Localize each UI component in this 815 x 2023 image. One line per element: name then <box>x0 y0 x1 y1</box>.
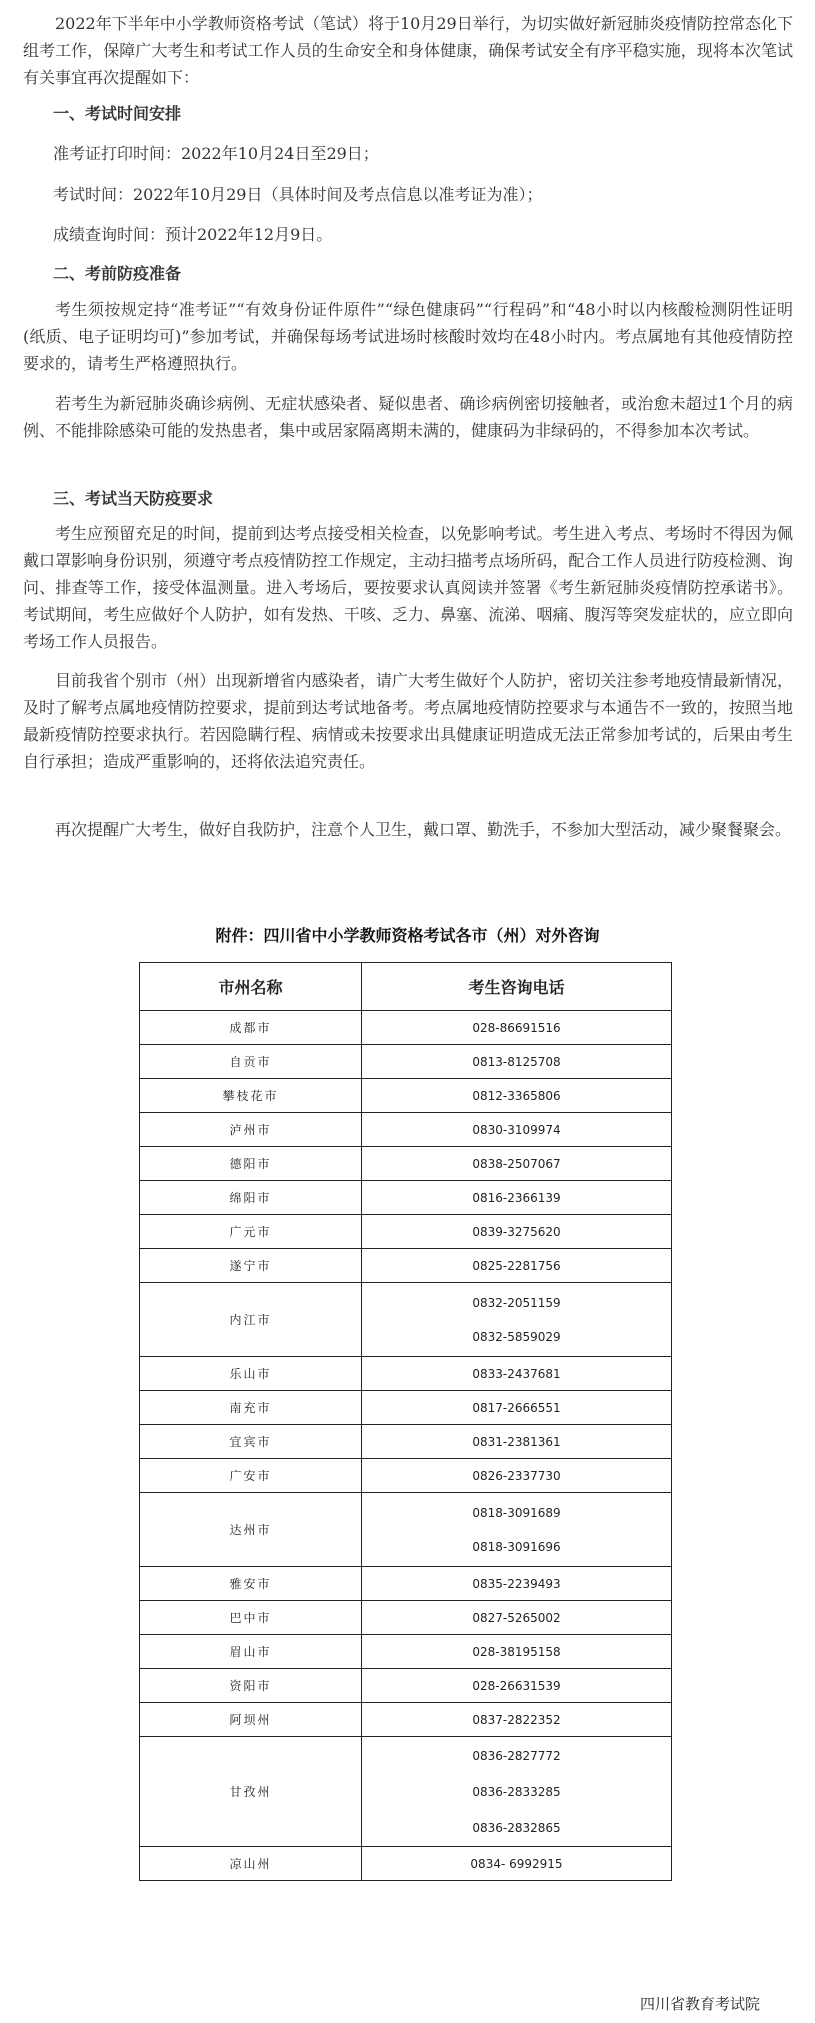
city-name: 巴中市 <box>140 1601 362 1635</box>
table-row <box>140 1601 672 1635</box>
phone-cell <box>362 1249 672 1283</box>
phone-number: 0826-2337730 <box>472 1468 561 1483</box>
table-row <box>140 1459 672 1493</box>
phone-number: 0825-2281756 <box>472 1258 561 1273</box>
city-name: 成都市 <box>140 1011 362 1045</box>
city-name: 眉山市 <box>140 1635 362 1669</box>
phone-number: 0816-2366139 <box>472 1190 561 1205</box>
preparation-paragraph-2: 若考生为新冠肺炎确诊病例、无症状感染者、疑似患者、确诊病例密切接触者，或治愈未超过1个月的病例、不能排除感染可能的发热患者，集中或居家隔离期未满的，健康码为非绿码的，不得参加本次考试。 <box>23 394 793 440</box>
table-row <box>140 1011 672 1045</box>
city-name: 遂宁市 <box>140 1249 362 1283</box>
score-query-time: 成绩查询时间：预计2022年12月9日。 <box>53 225 333 244</box>
phone-number: 0831-2381361 <box>472 1434 561 1449</box>
phone-cell <box>362 1703 672 1737</box>
phone-cell <box>362 1737 672 1847</box>
table-row <box>140 1113 672 1147</box>
phone-number: 0836-2827772 <box>472 1748 561 1763</box>
table-row <box>140 1669 672 1703</box>
exam-time: 考试时间：2022年10月29日（具体时间及考点信息以准考证为准）； <box>53 185 543 204</box>
city-name: 雅安市 <box>140 1567 362 1601</box>
table-row <box>140 1283 672 1357</box>
phone-number: 0837-2822352 <box>472 1712 561 1727</box>
phone-number: 0813-8125708 <box>472 1054 561 1069</box>
city-name: 德阳市 <box>140 1147 362 1181</box>
phone-number: 0838-2507067 <box>472 1156 561 1171</box>
phone-number: 0834- 6992915 <box>470 1856 563 1871</box>
phone-number: 0830-3109974 <box>472 1122 561 1137</box>
phone-cell <box>362 1391 672 1425</box>
table-row <box>140 1045 672 1079</box>
city-name: 乐山市 <box>140 1357 362 1391</box>
phone-number: 0812-3365806 <box>472 1088 561 1103</box>
city-name: 甘孜州 <box>140 1737 362 1847</box>
phone-cell <box>362 1493 672 1567</box>
phone-cell <box>362 1847 672 1881</box>
phone-number: 0836-2832865 <box>472 1820 561 1835</box>
contact-table <box>139 962 672 1881</box>
issuer-name: 四川省教育考试院 <box>640 1995 761 2013</box>
phone-number: 0836-2833285 <box>472 1784 561 1799</box>
table-row <box>140 1079 672 1113</box>
city-name: 阿坝州 <box>140 1703 362 1737</box>
phone-number: 0818-3091689 <box>472 1505 561 1520</box>
city-name: 攀枝花市 <box>140 1079 362 1113</box>
table-row <box>140 1249 672 1283</box>
phone-number: 0827-5265002 <box>472 1610 561 1625</box>
phone-cell <box>362 1045 672 1079</box>
phone-number: 028-38195158 <box>472 1644 561 1659</box>
phone-cell <box>362 1181 672 1215</box>
city-name: 南充市 <box>140 1391 362 1425</box>
table-row <box>140 1737 672 1847</box>
attachment-title: 附件：四川省中小学教师资格考试各市（州）对外咨询 <box>215 926 600 945</box>
phone-number: 0832-2051159 <box>472 1295 561 1310</box>
phone-cell <box>362 1601 672 1635</box>
table-row <box>140 1493 672 1567</box>
section-heading-schedule: 一、考试时间安排 <box>53 104 182 123</box>
reminder-paragraph: 再次提醒广大考生，做好自我防护，注意个人卫生，戴口罩、勤洗手，不参加大型活动，减少聚餐聚会。 <box>55 820 792 839</box>
exam-day-paragraph-2: 目前我省个别市（州）出现新增省内感染者，请广大考生做好个人防护，密切关注参考地疫情最新情况，及时了解考点属地疫情防控要求，提前到达考试地备考。考点属地疫情防控要求与本通告不一致的，按照当地最新疫情防控要求执行。若因隐瞒行程、病情或未按要求出具健康证明造成无法正常参加考试的，后果由考生自行承担；造成严重影响的，还将依法追究责任。 <box>23 671 793 771</box>
phone-cell <box>362 1635 672 1669</box>
phone-cell <box>362 1357 672 1391</box>
section-heading-exam-day: 三、考试当天防疫要求 <box>53 489 214 508</box>
header-city: 市州名称 <box>140 963 362 1011</box>
phone-cell <box>362 1669 672 1703</box>
phone-cell <box>362 1283 672 1357</box>
table-row <box>140 1847 672 1881</box>
section-heading-preparation: 二、考前防疫准备 <box>53 264 182 283</box>
intro-paragraph: 2022年下半年中小学教师资格考试（笔试）将于10月29日举行，为切实做好新冠肺炎疫情防控常态化下组考工作，保障广大考生和考试工作人员的生命安全和身体健康，确保考试安全有序平稳实施，现将本次笔试有关事宜再次提醒如下： <box>23 14 793 87</box>
table-header-row <box>140 963 672 1011</box>
phone-number: 028-26631539 <box>472 1678 561 1693</box>
city-name: 自贡市 <box>140 1045 362 1079</box>
table-row <box>140 1181 672 1215</box>
phone-cell <box>362 1113 672 1147</box>
header-phone: 考生咨询电话 <box>362 963 672 1011</box>
phone-number: 0835-2239493 <box>472 1576 561 1591</box>
phone-cell <box>362 1011 672 1045</box>
table-row <box>140 1425 672 1459</box>
city-name: 泸州市 <box>140 1113 362 1147</box>
phone-number: 0839-3275620 <box>472 1224 561 1239</box>
phone-cell <box>362 1215 672 1249</box>
exam-day-paragraph-1: 考生应预留充足的时间，提前到达考点接受相关检查，以免影响考试。考生进入考点、考场时不得因为佩戴口罩影响身份识别，须遵守考点疫情防控工作规定，主动扫描考点场所码，配合工作人员进行防疫检测、询问、排查等工作，接受体温测量。进入考场后，要按要求认真阅读并签署《考生新冠肺炎疫情防控承诺书》。考试期间，考生应做好个人防护，如有发热、干咳、乏力、鼻塞、流涕、咽痛、腹泻等突发症状的，应立即向考场工作人员报告。 <box>23 524 793 651</box>
city-name: 广安市 <box>140 1459 362 1493</box>
table-row <box>140 1635 672 1669</box>
admission-ticket-time: 准考证打印时间：2022年10月24日至29日； <box>53 144 379 163</box>
phone-cell <box>362 1079 672 1113</box>
phone-number: 028-86691516 <box>472 1020 561 1035</box>
city-name: 资阳市 <box>140 1669 362 1703</box>
city-name: 内江市 <box>140 1283 362 1357</box>
phone-number: 0817-2666551 <box>472 1400 561 1415</box>
city-name: 广元市 <box>140 1215 362 1249</box>
city-name: 宜宾市 <box>140 1425 362 1459</box>
table-row <box>140 1703 672 1737</box>
city-name: 凉山州 <box>140 1847 362 1881</box>
phone-cell <box>362 1425 672 1459</box>
table-row <box>140 1215 672 1249</box>
phone-cell <box>362 1147 672 1181</box>
table-row <box>140 1567 672 1601</box>
table-row <box>140 1147 672 1181</box>
table-row <box>140 1391 672 1425</box>
phone-number: 0818-3091696 <box>472 1539 561 1554</box>
table-row <box>140 1357 672 1391</box>
phone-cell <box>362 1459 672 1493</box>
phone-cell <box>362 1567 672 1601</box>
phone-number: 0832-5859029 <box>472 1329 561 1344</box>
city-name: 绵阳市 <box>140 1181 362 1215</box>
preparation-paragraph-1: 考生须按规定持“准考证”“有效身份证件原件”“绿色健康码”“行程码”和“48小时以内核酸检测阴性证明(纸质、电子证明均可)”参加考试，并确保每场考试进场时核酸时效均在48小时内。考点属地有其他疫情防控要求的，请考生严格遵照执行。 <box>23 300 793 373</box>
city-name: 达州市 <box>140 1493 362 1567</box>
phone-number: 0833-2437681 <box>472 1366 561 1381</box>
